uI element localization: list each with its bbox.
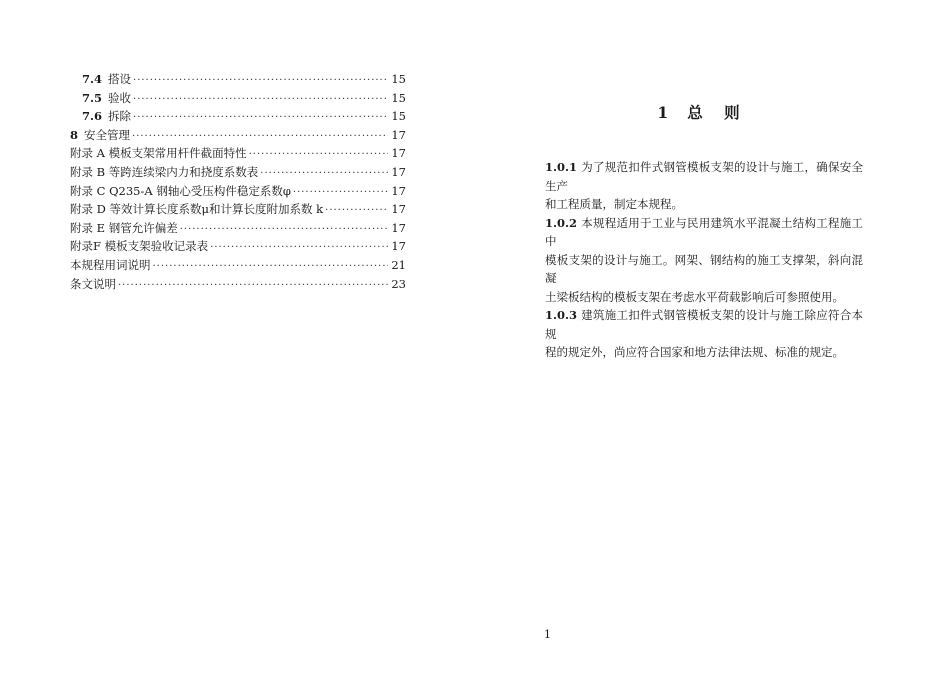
toc-entry-title: 本规程用词说明 <box>70 257 151 272</box>
toc-entry-number: 7.4 <box>82 72 103 86</box>
toc-leader-dots <box>249 146 388 165</box>
toc-entry[interactable] <box>70 126 406 145</box>
toc-entry-number: 8 <box>70 127 79 142</box>
toc-entry[interactable] <box>70 275 406 294</box>
toc-entry-title: 附录 A 模板支架常用杆件截面特性 <box>70 146 247 161</box>
toc-entry-number: 7.5 <box>82 90 103 105</box>
toc-entry-title: 附录 D 等效计算长度系数μ和计算长度附加系数 k <box>70 202 324 217</box>
toc-entry[interactable] <box>70 256 406 275</box>
toc-leader-dots <box>210 239 388 258</box>
toc-entry-page: 15 <box>391 72 406 86</box>
chapter-heading <box>545 101 860 123</box>
toc-leader-dots <box>325 202 388 221</box>
toc-entry[interactable] <box>70 70 406 89</box>
clause-number: 1.0.1 <box>545 160 578 174</box>
toc-entry-title: 附录 C Q235-A 钢轴心受压构件稳定系数φ <box>70 183 291 198</box>
toc-entry-title: 条文说明 <box>70 276 116 291</box>
toc-entry-page: 17 <box>391 202 406 217</box>
clause-paragraph <box>545 214 863 307</box>
clause-number: 1.0.2 <box>545 215 578 230</box>
toc-entry[interactable] <box>70 163 406 182</box>
toc-entry-title: 附录F 模板支架验收记录表 <box>70 239 209 254</box>
toc-entry-number: 7.6 <box>82 109 103 124</box>
table-of-contents <box>70 70 406 293</box>
toc-entry-page: 21 <box>391 257 406 272</box>
chapter-body <box>545 158 863 362</box>
toc-entry-page: 17 <box>391 164 406 179</box>
clause-text: 建筑施工扣件式钢管模板支架的设计与施工除应符合本规 程的规定外，尚应符合国家和地方法律法规、标准的规定。 <box>545 308 863 359</box>
toc-entry-title: 附录 B 等跨连续梁内力和挠度系数表 <box>70 164 259 179</box>
toc-entry-page: 23 <box>391 276 406 291</box>
toc-entry-page: 17 <box>391 146 406 161</box>
toc-leader-dots <box>180 221 388 240</box>
toc-entry-page: 17 <box>391 220 406 235</box>
toc-leader-dots <box>118 277 388 296</box>
clause-paragraph <box>545 158 863 214</box>
toc-entry-page: 17 <box>391 239 406 254</box>
page-number: 1 <box>544 628 551 641</box>
toc-leader-dots <box>133 91 388 110</box>
clause-text: 本规程适用于工业与民用建筑水平混凝土结构工程施工中 模板支架的设计与施工。网架、钢结构的施工支撑架，斜向混凝 土梁板结构的模板支架在考虑水平荷载影响后可参照使用。 <box>545 215 863 304</box>
toc-entry[interactable] <box>70 144 406 163</box>
toc-entry-page: 15 <box>391 109 406 124</box>
clause-number: 1.0.3 <box>545 308 578 322</box>
clause-paragraph <box>545 306 863 362</box>
toc-entry[interactable] <box>70 182 406 201</box>
toc-entry-title: 安全管理 <box>84 127 131 142</box>
toc-entry-title: 拆除 <box>108 109 132 124</box>
toc-entry-title: 验收 <box>108 90 132 105</box>
toc-entry-page: 17 <box>391 127 406 142</box>
toc-entry-title: 附录 E 钢管允许偏差 <box>70 220 178 235</box>
toc-entry[interactable] <box>70 237 406 256</box>
toc-entry-title: 搭设 <box>108 72 132 86</box>
toc-leader-dots <box>133 72 388 91</box>
toc-entry[interactable] <box>70 89 406 108</box>
toc-entry[interactable] <box>70 200 406 219</box>
chapter-title: 总 则 <box>687 103 748 122</box>
clause-text: 为了规范扣件式钢管模板支架的设计与施工，确保安全生产 和工程质量，制定本规程。 <box>545 160 863 211</box>
toc-entry-page: 17 <box>391 183 406 198</box>
toc-leader-dots <box>133 109 388 128</box>
chapter-number: 1 <box>657 103 670 122</box>
toc-leader-dots <box>153 258 389 277</box>
toc-entry[interactable] <box>70 219 406 238</box>
toc-entry-page: 15 <box>391 90 406 105</box>
toc-entry[interactable] <box>70 107 406 126</box>
